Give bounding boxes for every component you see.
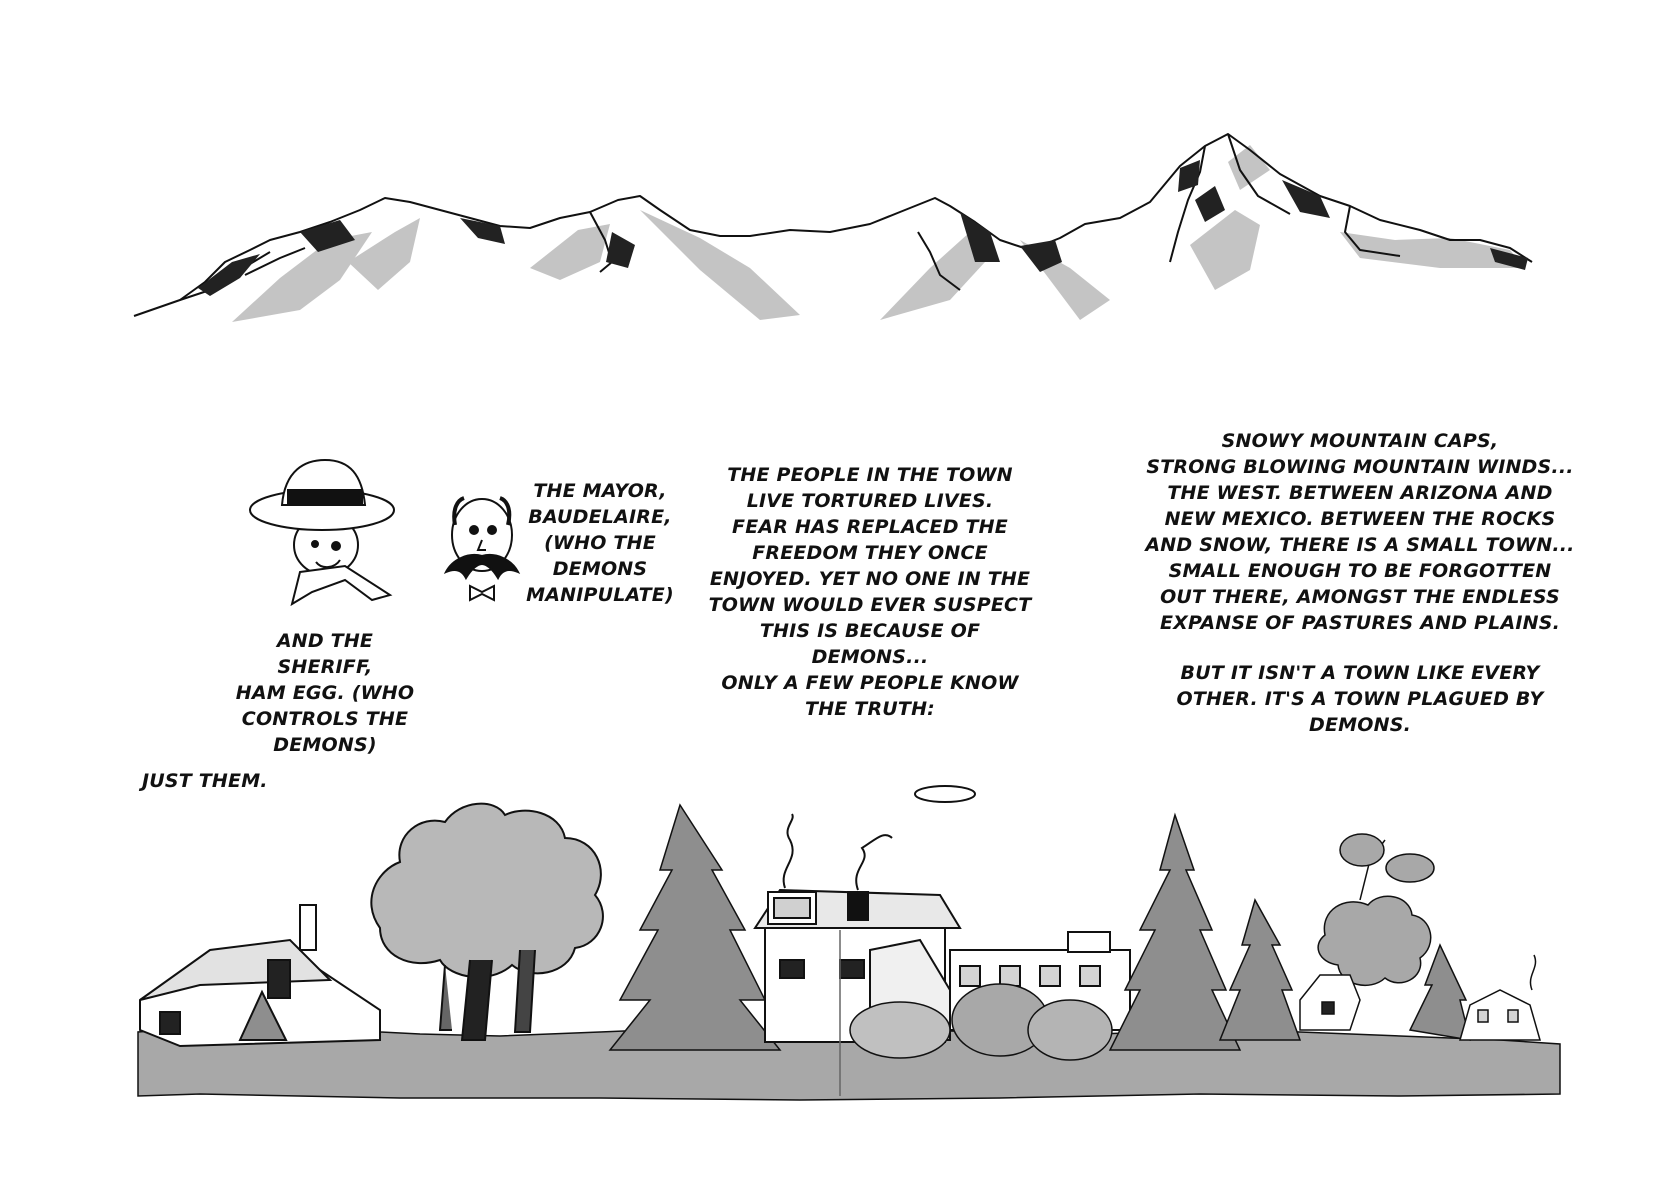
- sheriff-caption: AND THE SHERIFF, HAM EGG. (WHO CONTROLS THE DEMONS): [235, 630, 415, 756]
- center-houses: [755, 786, 975, 1042]
- leafy-tree: [371, 804, 603, 1040]
- closing-caption: JUST THEM.: [142, 770, 268, 792]
- narration-center: THE PEOPLE IN THE TOWN LIVE TORTURED LIVES. FEAR HAS REPLACED THE FREEDOM THEY ONCE ENJOYED. YET NO ONE IN THE TOWN WOULD EVER SUSPECT THIS IS BECAUSE OF DEMONS... ONLY A FEW PEOPLE KNOW THE TRUTH:: [708, 464, 1032, 720]
- mayor-caption: THE MAYOR, BAUDELAIRE, (WHO THE DEMONS MANIPULATE): [526, 480, 674, 606]
- narration-right: SNOWY MOUNTAIN CAPS, STRONG BLOWING MOUNTAIN WINDS... THE WEST. BETWEEN ARIZONA AND NEW MEXICO. BETWEEN THE ROCKS AND SNOW, THERE IS A SMALL TOWN... SMALL ENOUGH TO BE FORGOTTEN OUT THERE, AMONGST THE ENDLESS EXPANSE OF PASTURES AND PLAINS.: [1145, 430, 1575, 634]
- left-cottage: [140, 905, 380, 1046]
- round-tree-right: [1318, 834, 1434, 985]
- narration-right-continued: BUT IT ISN'T A TOWN LIKE EVERY OTHER. IT'S A TOWN PLAGUED BY DEMONS.: [1176, 662, 1544, 736]
